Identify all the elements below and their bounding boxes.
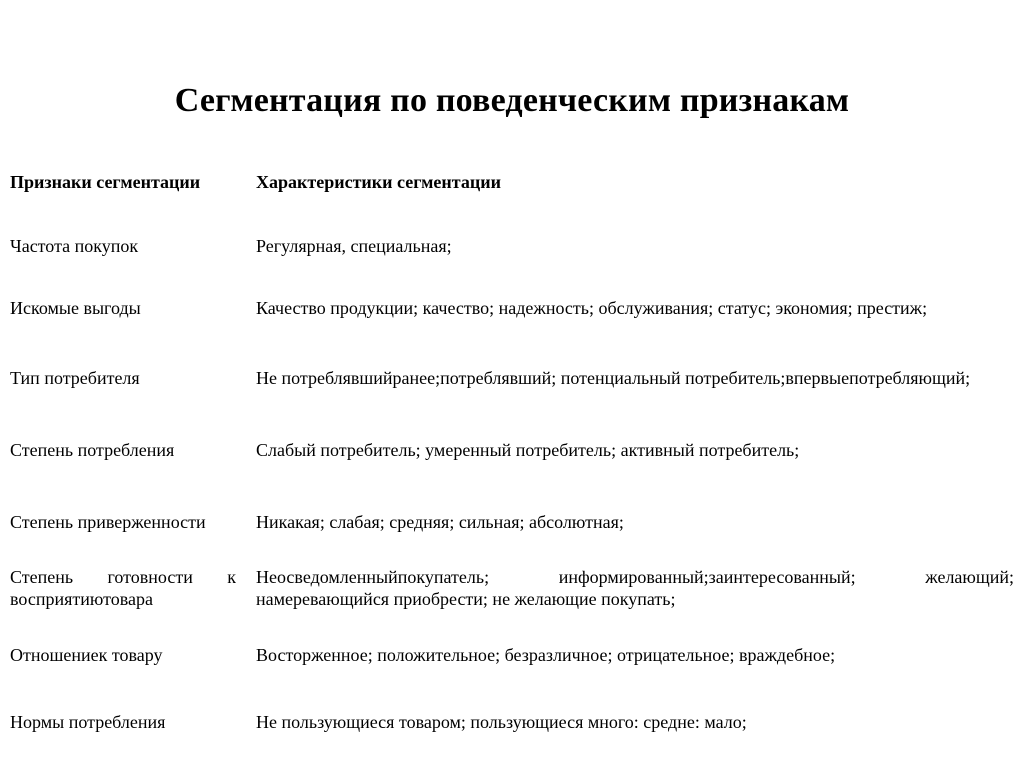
table-row — [10, 690, 1014, 754]
row-criterion: Искомые выгоды — [10, 298, 141, 318]
header-characteristics: Характеристики сегментации — [256, 172, 501, 192]
page-title: Сегментация по поведенческим признакам — [174, 82, 850, 119]
table-row — [10, 220, 1014, 272]
row-characteristics: Не потреблявшийранее;потреблявший; потенциальный потребитель;впервыепотребляющий; — [256, 368, 971, 388]
row-characteristics: Регулярная, специальная; — [256, 236, 452, 256]
row-criterion: Тип потребителя — [10, 368, 140, 388]
row-criterion: Отношениек товару — [10, 645, 163, 665]
table-row — [10, 272, 1014, 344]
row-characteristics: Неосведомленныйпокупатель; информированный;заинтересованный; желающий; намеревающийся приобрести; не желающие покупать; — [256, 567, 1014, 609]
table-row — [10, 620, 1014, 690]
row-criterion: Степень готовности к восприятиютовара — [10, 567, 236, 609]
row-characteristics: Не пользующиеся товаром; пользующиеся много: средне: мало; — [256, 712, 747, 732]
table-row — [10, 556, 1014, 620]
table-row — [10, 344, 1014, 412]
row-characteristics: Восторженное; положительное; безразличное; отрицательное; враждебное; — [256, 645, 836, 665]
table-row — [10, 488, 1014, 556]
header-criteria: Признаки сегментации — [10, 172, 201, 192]
row-criterion: Частота покупок — [10, 236, 139, 256]
row-characteristics: Никакая; слабая; средняя; сильная; абсолютная; — [256, 512, 624, 532]
row-characteristics: Слабый потребитель; умеренный потребитель; активный потребитель; — [256, 440, 800, 460]
segmentation-table — [10, 144, 1014, 754]
row-criterion: Степень приверженности — [10, 512, 206, 532]
row-criterion: Нормы потребления — [10, 712, 166, 732]
table-header-row — [10, 144, 1014, 220]
row-criterion: Степень потребления — [10, 440, 175, 460]
row-characteristics: Качество продукции; качество; надежность; обслуживания; статус; экономия; престиж; — [256, 298, 928, 318]
table-row — [10, 412, 1014, 488]
